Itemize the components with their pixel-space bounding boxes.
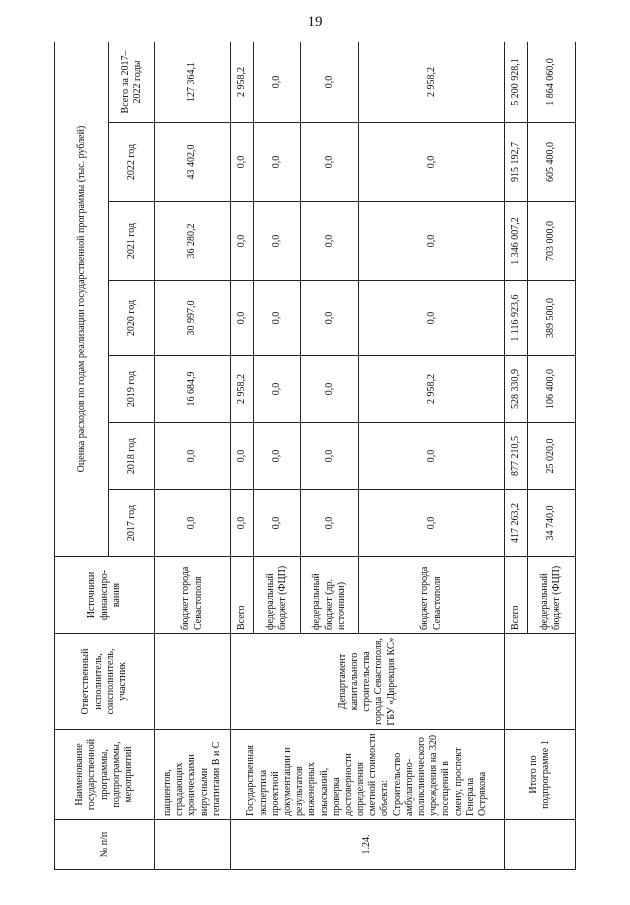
value-cell: 0,0 [300, 423, 359, 490]
value-cell: 0,0 [300, 490, 359, 557]
header-responsible: Ответственный исполнитель, соисполнитель, участник [55, 634, 155, 730]
header-year: 2020 год [109, 281, 155, 356]
value-cell: 417 263,2 [504, 490, 527, 557]
table-viewport [54, 42, 576, 870]
value-cell: 0,0 [359, 490, 504, 557]
value-cell: 0,0 [300, 202, 359, 281]
total-responsible-empty [504, 634, 575, 730]
value-cell: 2 958,2 [359, 356, 504, 423]
row-source: бюджет города Севастополя [359, 557, 504, 634]
header-year: 2019 год [109, 356, 155, 423]
value-cell: 605 400,0 [527, 123, 575, 202]
header-year: 2021 год [109, 202, 155, 281]
value-cell: 0,0 [253, 281, 300, 356]
value-cell: 0,0 [155, 423, 230, 490]
row-source: бюджет города Севастополя [155, 557, 230, 634]
row-source: федеральный бюджет (ФЦП) [253, 557, 300, 634]
value-cell: 25 020,0 [527, 423, 575, 490]
value-cell: 877 210,5 [504, 423, 527, 490]
value-cell: 1 346 007,2 [504, 202, 527, 281]
value-cell: 16 684,9 [155, 356, 230, 423]
value-cell: 0,0 [300, 356, 359, 423]
value-cell: 0,0 [253, 423, 300, 490]
value-cell: 127 364,1 [155, 42, 230, 123]
budget-table [54, 42, 576, 870]
table-row [504, 42, 527, 870]
value-cell: 0,0 [253, 356, 300, 423]
value-cell: 5 200 928,1 [504, 42, 527, 123]
value-cell: 0,0 [300, 281, 359, 356]
header-num: № п/п [55, 820, 155, 870]
value-cell: 0,0 [230, 423, 253, 490]
value-cell: 0,0 [230, 490, 253, 557]
value-cell: 0,0 [253, 490, 300, 557]
value-cell: 0,0 [230, 202, 253, 281]
value-cell: 0,0 [300, 123, 359, 202]
value-cell: 915 192,7 [504, 123, 527, 202]
value-cell: 0,0 [230, 281, 253, 356]
value-cell: 2 958,2 [230, 356, 253, 423]
row-source: федеральный бюджет (др. источники) [300, 557, 359, 634]
value-cell: 36 280,2 [155, 202, 230, 281]
row-responsible-empty [155, 634, 230, 730]
value-cell: 0,0 [155, 490, 230, 557]
table-row [155, 42, 230, 870]
header-source: Источники финансиро-вания [55, 557, 155, 634]
row-source: федеральный бюджет (ФЦП) [527, 557, 575, 634]
header-total-years: Всего за 2017–2022 годы [109, 42, 155, 123]
rotated-table-container [54, 42, 576, 870]
header-estimate: Оценка расходов по годам реализации государственной программы (тыс. рублей) [55, 42, 109, 557]
item-name: Государственная экспертиза проектной документации и результатов инженерных изысканий, проверка достоверности определения сметной стоимости объекта: Строительство амбулаторно-поликлинического учреждения на 320 посещений в смену, проспект Генерала Острякова [230, 730, 504, 820]
value-cell: 0,0 [253, 42, 300, 123]
row-source: Всего [504, 557, 527, 634]
header-year: 2018 год [109, 423, 155, 490]
row-num-empty [155, 820, 230, 870]
value-cell: 0,0 [359, 123, 504, 202]
value-cell: 1 116 923,6 [504, 281, 527, 356]
value-cell: 0,0 [300, 42, 359, 123]
total-num-empty [504, 820, 575, 870]
value-cell: 1 864 060,0 [527, 42, 575, 123]
value-cell: 34 740,0 [527, 490, 575, 557]
value-cell: 703 000,0 [527, 202, 575, 281]
value-cell: 528 330,9 [504, 356, 527, 423]
value-cell: 106 400,0 [527, 356, 575, 423]
value-cell: 2 958,2 [359, 42, 504, 123]
header-year: 2017 год [109, 490, 155, 557]
value-cell: 0,0 [359, 423, 504, 490]
table-row [230, 42, 253, 870]
row-name: пациентов, страдающих хроническими вирусными гепатитами В и С [155, 730, 230, 820]
value-cell: 30 997,0 [155, 281, 230, 356]
value-cell: 0,0 [253, 202, 300, 281]
header-year: 2022 год [109, 123, 155, 202]
value-cell: 43 402,0 [155, 123, 230, 202]
value-cell: 0,0 [359, 202, 504, 281]
page-number: 19 [307, 14, 323, 30]
total-name: Итого по подпрограмме 1 [504, 730, 575, 820]
item-num: 1.24. [230, 820, 504, 870]
value-cell: 0,0 [253, 123, 300, 202]
row-source: Всего [230, 557, 253, 634]
header-name: Наименование государственной программы, подпрограммы, мероприятий [55, 730, 155, 820]
value-cell: 0,0 [359, 281, 504, 356]
value-cell: 0,0 [230, 123, 253, 202]
item-responsible: Департамент капитального строительства города Севастополя, ГБУ «Дирекция КС» [230, 634, 504, 730]
value-cell: 389 500,0 [527, 281, 575, 356]
value-cell: 2 958,2 [230, 42, 253, 123]
